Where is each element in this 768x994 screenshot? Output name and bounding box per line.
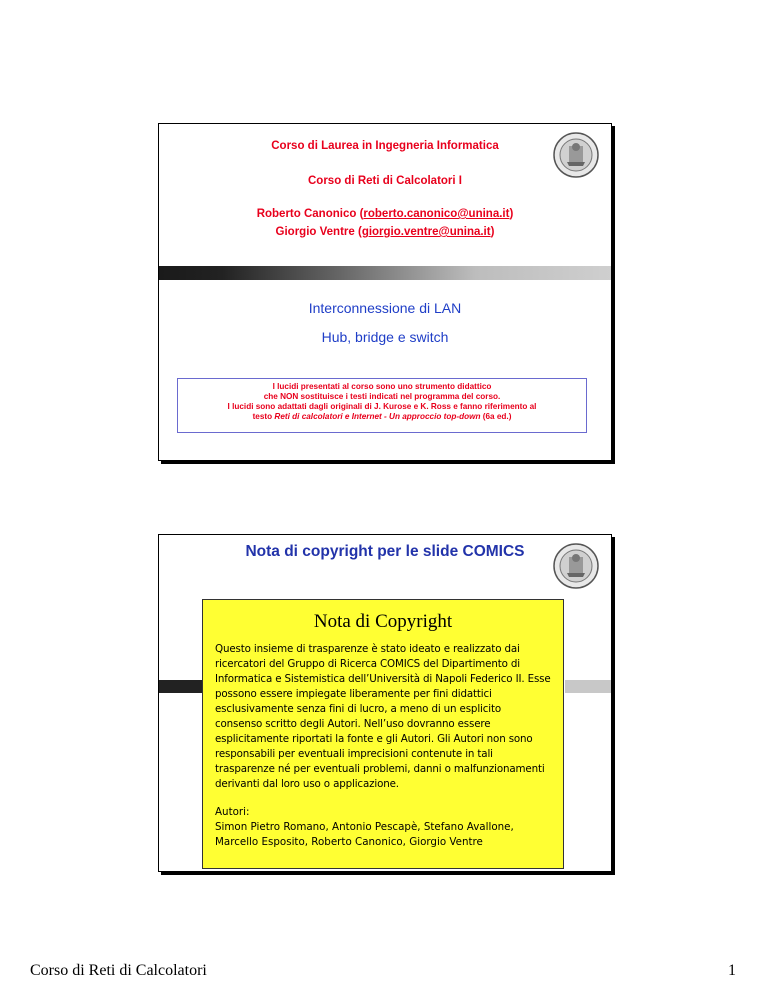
author-1-email-link[interactable]: roberto.canonico@unina.it bbox=[363, 208, 510, 220]
disclaimer-box: I lucidi presentati al corso sono uno strumento didattico che NON sostituisce i testi indicati nel programma del corso. I lucidi sono adattati dagli originali di J. Kurose e K. Ross e fanno riferimento al testo Reti di calcolatori e Internet - Un approccio top-down (6a ed.) bbox=[177, 378, 587, 433]
copyright-box bbox=[202, 599, 564, 869]
divider-bar bbox=[159, 266, 611, 280]
degree-course: Corso di Laurea in Ingegneria Informatica bbox=[271, 140, 499, 152]
copyright-text: Questo insieme di trasparenze è stato ideato e realizzato dai ricercatori del Gruppo di Ricerca COMICS del Dipartimento di Informatica e Sistemistica dell’Università di Napoli Federico II. Esse possono essere impiegate liberamente per fini didattici esclusivamente senza fini di lucro, a meno di un esplicito consenso scritto degli Autori. Nell’uso dovranno essere esplicitamente riportati la fonte e gli Autori. Gli Autori non sono responsabili per eventuali imprecisioni contenute in tali trasparenze né per eventuali problemi, danni o malfunzionamenti derivanti dal loro uso o applicazione. bbox=[215, 643, 551, 790]
author-2-email-link[interactable]: giorgio.ventre@unina.it bbox=[361, 226, 491, 238]
university-seal-icon bbox=[553, 132, 599, 178]
book-title: Reti di calcolatori e Internet - Un approccio top-down bbox=[274, 412, 481, 421]
author-1: Roberto Canonico (roberto.canonico@unina.it) bbox=[256, 208, 514, 220]
copyright-box-title: Nota di Copyright bbox=[313, 611, 453, 632]
divider-bar-left bbox=[159, 680, 203, 693]
course-title: Corso di Reti di Calcolatori I bbox=[308, 175, 462, 187]
copyright-slide-title: Nota di copyright per le slide COMICS bbox=[245, 543, 525, 560]
authors-block: Autori: Simon Pietro Romano, Antonio Pescapè, Stefano Avallone, Marcello Esposito, Roberto Canonico, Giorgio Ventre bbox=[215, 806, 514, 848]
topic-title: Interconnessione di LAN bbox=[308, 300, 462, 316]
footer-course: Corso di Reti di Calcolatori bbox=[30, 962, 207, 979]
page-number: 1 bbox=[728, 962, 736, 979]
author-2: Giorgio Ventre (giorgio.ventre@unina.it) bbox=[275, 226, 495, 238]
topic-subtitle: Hub, bridge e switch bbox=[321, 329, 449, 345]
university-seal-icon bbox=[553, 543, 599, 589]
slide-2 bbox=[158, 534, 612, 872]
divider-bar-right bbox=[565, 680, 611, 693]
slide-1 bbox=[158, 123, 612, 461]
